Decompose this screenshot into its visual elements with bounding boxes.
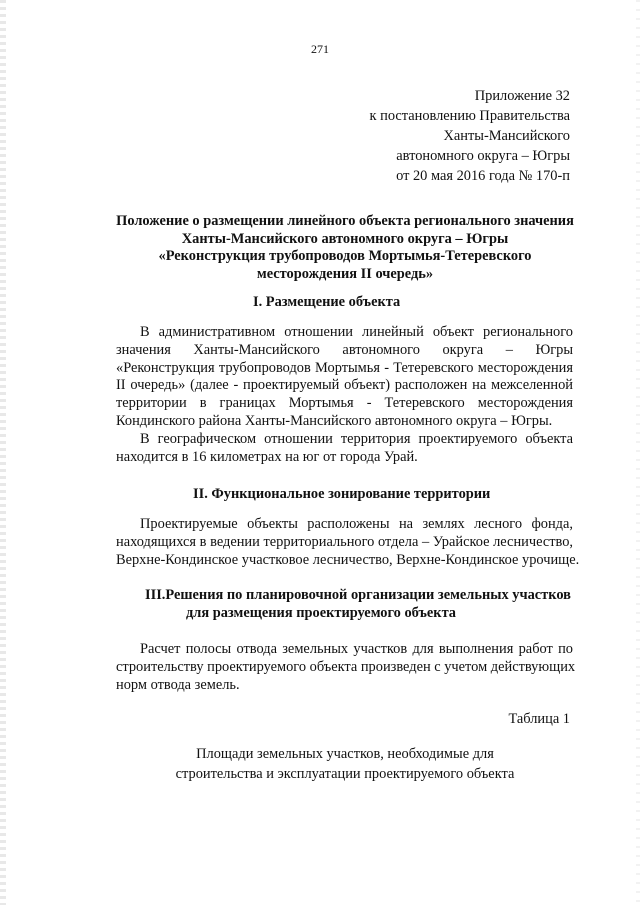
section-body-zoning (116, 516, 580, 569)
paragraph-line: территории в границах Мортымья - Тетеревского месторождения (116, 395, 573, 412)
paragraph-line: норм отвода земель. (116, 676, 240, 693)
page-number: 271 (311, 42, 329, 56)
paragraph-line: Проектируемые объекты расположены на землях лесного фонда, (140, 516, 573, 532)
appendix-line: автономного округа – Югры (396, 148, 570, 164)
paragraph-line: находящихся в ведении территориального отдела – Урайское лесничество, (116, 533, 573, 550)
caption-line: строительства и эксплуатации проектируемого объекта (175, 766, 515, 782)
paragraph-line: Верхне-Кондинское участковое лесничество, Верхне-Кондинское урочище. (116, 551, 580, 568)
section-heading-zoning: II. Функциональное зонирование территории (193, 486, 491, 502)
title-line: Положение о размещении линейного объекта регионального значения (116, 213, 574, 229)
paragraph-line: В географическом отношении территория проектируемого объекта (140, 430, 573, 447)
table-label: Таблица 1 (508, 711, 570, 727)
appendix-line: Ханты-Мансийского (443, 128, 570, 144)
caption-line: Площади земельных участков, необходимые для (196, 746, 494, 762)
scan-right-edge (636, 0, 640, 905)
appendix-line: к постановлению Правительства (369, 108, 570, 124)
section-heading-placement: I. Размещение объекта (253, 294, 401, 310)
paragraph-line: Расчет полосы отвода земельных участков для выполнения работ по (140, 641, 573, 657)
title-line: месторождения II очередь» (256, 265, 434, 282)
table-caption (60, 744, 630, 784)
document-title (60, 213, 630, 283)
paragraph-line: находится в 16 километрах на юг от города Урай. (116, 448, 418, 465)
paragraph-line: значения Ханты-Мансийского автономного округа – Югры (116, 341, 573, 358)
scan-left-edge (0, 0, 6, 905)
section-body-placement (116, 324, 573, 466)
title-line: Ханты-Мансийского автономного округа – Югры (181, 230, 509, 247)
paragraph-line: Кондинского района Ханты-Мансийского автономного округа – Югры. (116, 412, 553, 429)
section-heading-planning-cont: для размещения проектируемого объекта (186, 605, 457, 621)
paragraph-line: II очередь» (далее - проектируемый объект) расположен на межселенной (116, 377, 573, 394)
section-heading-planning: III.Решения по планировочной организации земельных участков (145, 587, 571, 603)
title-line: «Реконструкция трубопроводов Мортымья-Тетеревского (158, 248, 532, 264)
paragraph-line: «Реконструкция трубопроводов Мортымья - Тетеревского месторождения (116, 359, 573, 376)
appendix-line: Приложение 32 (474, 88, 570, 104)
paragraph-line: В административном отношении линейный объект регионального (140, 324, 573, 340)
section-body-planning (116, 641, 576, 694)
appendix-line: от 20 мая 2016 года № 170-п (396, 168, 570, 184)
appendix-reference (370, 86, 570, 186)
paragraph-line: строительству проектируемого объекта произведен с учетом действующих (116, 658, 576, 675)
